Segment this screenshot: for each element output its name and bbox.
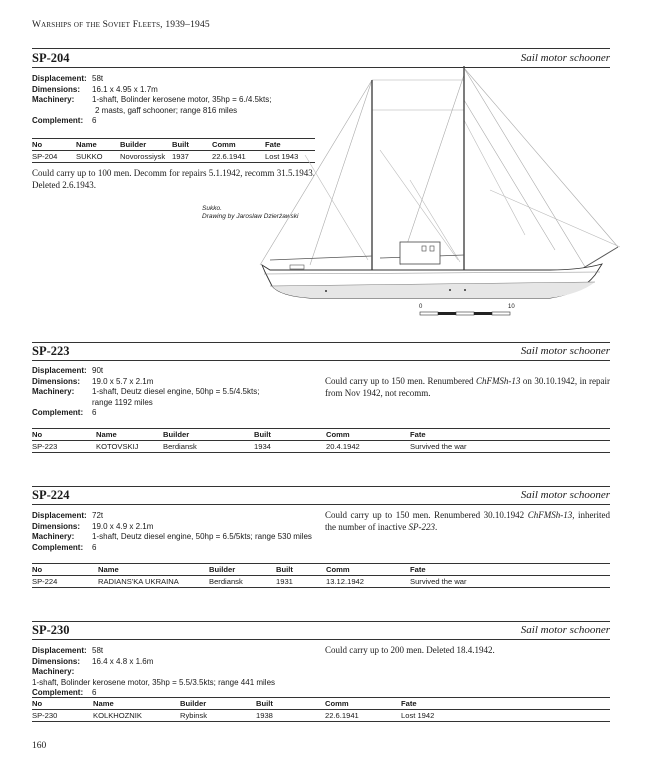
- col-header: Comm: [325, 698, 401, 710]
- spec-label: Machinery:: [32, 667, 75, 676]
- spec-machinery-cont: range 1192 miles: [92, 397, 153, 407]
- spec-displacement: 90t: [92, 366, 104, 375]
- cell: Survived the war: [410, 576, 610, 588]
- section-rule: [32, 342, 610, 343]
- notes-text: Could carry up to 150 men. Renumbered 30.10.1942: [325, 510, 528, 520]
- table-header-row: [32, 429, 610, 441]
- entry-type: Sail motor schooner: [520, 345, 610, 357]
- spec-block: [32, 511, 327, 553]
- cell: KOLKHOZNIK: [93, 710, 180, 722]
- spec-dimensions: 19.0 x 4.9 x 2.1m: [92, 521, 154, 531]
- notes-text: .: [434, 521, 438, 532]
- col-header: Builder: [209, 564, 276, 576]
- cell: SP-230: [32, 710, 93, 722]
- running-header: Warships of the Soviet Fleets, 1939–1945: [32, 20, 210, 30]
- notes-paragraph: Could carry up to 200 men. Deleted 18.4.1942.: [325, 645, 495, 655]
- table-row: [32, 576, 610, 588]
- col-header: Built: [172, 139, 212, 151]
- spec-complement: 6: [92, 688, 97, 697]
- notes-paragraph: [325, 510, 610, 533]
- entry-type: Sail motor schooner: [520, 624, 610, 636]
- spec-label: Displacement:: [32, 74, 87, 83]
- cell: RADIANS'KA UKRAINA: [98, 576, 209, 588]
- cell: 1931: [276, 576, 326, 588]
- cell: SP-223: [32, 441, 96, 453]
- cell: Lost 1942: [401, 710, 610, 722]
- spec-complement: 6: [92, 408, 97, 417]
- notes-paragraph: Could carry up to 100 men. Decomm for repairs 5.1.1942, recomm 31.5.1943. Deleted 2.6.1943.: [32, 168, 315, 190]
- cell: Lost 1943: [265, 151, 315, 163]
- cell: Survived the war: [410, 441, 610, 453]
- col-header: Built: [254, 429, 326, 441]
- cell: Berdiansk: [163, 441, 254, 453]
- col-header: Name: [98, 564, 209, 576]
- page-number: 160: [32, 741, 47, 751]
- section-rule: [32, 48, 610, 49]
- cell: 1934: [254, 441, 326, 453]
- spec-label: Machinery:: [32, 532, 75, 541]
- cell: SUKKO: [76, 151, 120, 163]
- spec-label: Dimensions:: [32, 521, 81, 531]
- col-header: No: [32, 429, 96, 441]
- spec-dimensions: 16.1 x 4.95 x 1.7m: [92, 84, 158, 94]
- col-header: Name: [93, 698, 180, 710]
- col-header: No: [32, 139, 76, 151]
- spec-block: [32, 646, 327, 699]
- notes-text: on 30.10.1942, in repair from Nov 1942, not recomm.: [325, 376, 611, 398]
- col-header: Name: [76, 139, 120, 151]
- entry-title: SP-204: [32, 51, 70, 65]
- spec-block: [32, 366, 322, 419]
- cell: Rybinsk: [180, 710, 256, 722]
- cell: 22.6.1941: [212, 151, 265, 163]
- col-header: Builder: [163, 429, 254, 441]
- spec-complement: 6: [92, 116, 97, 125]
- spec-displacement: 72t: [92, 511, 104, 520]
- spec-machinery: 1-shaft, Deutz diesel engine, 50hp = 5.5/4.5kts;: [92, 387, 260, 396]
- cell: 20.4.1942: [326, 441, 410, 453]
- spec-dimensions: 16.4 x 4.8 x 1.6m: [92, 656, 154, 666]
- scale-label-start: 0: [419, 304, 423, 310]
- spec-label: Complement:: [32, 116, 84, 125]
- col-header: Comm: [212, 139, 265, 151]
- col-header: Fate: [410, 564, 610, 576]
- col-header: Comm: [326, 564, 410, 576]
- cell: SP-224: [32, 576, 98, 588]
- notes-italic: ChFMSh-13: [527, 510, 573, 520]
- notes-italic: ChFMSh-13: [475, 376, 521, 386]
- cell: Novorossiysk: [120, 151, 172, 163]
- ship-table: [32, 697, 610, 722]
- table-row: [32, 710, 610, 722]
- cell: Berdiansk: [209, 576, 276, 588]
- spec-dimensions: 19.0 x 5.7 x 2.1m: [92, 376, 154, 386]
- entry-title: SP-230: [32, 623, 70, 637]
- spec-label: Displacement:: [32, 366, 87, 375]
- cell: 13.12.1942: [326, 576, 410, 588]
- ship-table: [32, 428, 610, 453]
- schooner-drawing: [250, 60, 620, 325]
- scale-label-end: 10: [508, 304, 515, 310]
- notes-paragraph: [325, 376, 610, 399]
- table-header-row: [32, 564, 610, 576]
- section-rule: [32, 639, 610, 640]
- drawing-caption-credit: Drawing by Jaroslaw Dzierżawski: [202, 213, 299, 220]
- entry-title: SP-223: [32, 344, 70, 358]
- spec-machinery-cont: 2 masts, gaff schooner; range 816 miles: [95, 105, 238, 115]
- spec-machinery: 1-shaft, Bolinder kerosene motor, 35hp = 6./4.5kts;: [92, 95, 272, 104]
- table-row: [32, 441, 610, 453]
- spec-displacement: 58t: [92, 74, 104, 83]
- section-rule: [32, 621, 610, 622]
- spec-label: Dimensions:: [32, 656, 81, 666]
- col-header: Builder: [180, 698, 256, 710]
- col-header: Built: [256, 698, 325, 710]
- spec-label: Complement:: [32, 542, 84, 552]
- spec-complement: 6: [92, 542, 97, 552]
- section-rule: [32, 360, 610, 361]
- notes-text: Could carry up to 150 men. Renumbered: [325, 376, 476, 386]
- cell: 22.6.1941: [325, 710, 401, 722]
- col-header: No: [32, 698, 93, 710]
- spec-label: Displacement:: [32, 511, 87, 520]
- table-header-row: [32, 698, 610, 710]
- section-rule: [32, 486, 610, 487]
- spec-machinery: 1-shaft, Bolinder kerosene motor, 35hp = 5.5/3.5kts; range 441 miles: [32, 677, 276, 687]
- col-header: Fate: [265, 139, 315, 151]
- notes-italic: SP-223: [408, 521, 435, 532]
- col-header: Fate: [410, 429, 610, 441]
- spec-machinery: 1-shaft, Deutz diesel engine, 50hp = 6.5/5kts; range 530 miles: [92, 532, 312, 541]
- cell: 1937: [172, 151, 212, 163]
- spec-label: Dimensions:: [32, 84, 81, 94]
- entry-type: Sail motor schooner: [520, 489, 610, 501]
- entry-title: SP-224: [32, 488, 70, 502]
- col-header: Fate: [401, 698, 610, 710]
- col-header: Comm: [326, 429, 410, 441]
- drawing-caption-title: Sukko.: [202, 205, 222, 212]
- spec-label: Complement:: [32, 688, 84, 697]
- col-header: Name: [96, 429, 163, 441]
- notes-text: , inherited the number of inactive: [325, 510, 610, 532]
- cell: 1938: [256, 710, 325, 722]
- cell: KOTOVSKIJ: [96, 441, 163, 453]
- col-header: Builder: [120, 139, 172, 151]
- entry-type: Sail motor schooner: [520, 52, 610, 64]
- col-header: Built: [276, 564, 326, 576]
- col-header: No: [32, 564, 98, 576]
- spec-label: Complement:: [32, 408, 84, 417]
- spec-label: Displacement:: [32, 646, 87, 655]
- spec-label: Machinery:: [32, 387, 75, 396]
- spec-displacement: 58t: [92, 646, 104, 655]
- section-rule: [32, 504, 610, 505]
- spec-label: Machinery:: [32, 95, 75, 104]
- cell: SP-204: [32, 151, 76, 163]
- ship-table: [32, 563, 610, 588]
- spec-label: Dimensions:: [32, 376, 81, 386]
